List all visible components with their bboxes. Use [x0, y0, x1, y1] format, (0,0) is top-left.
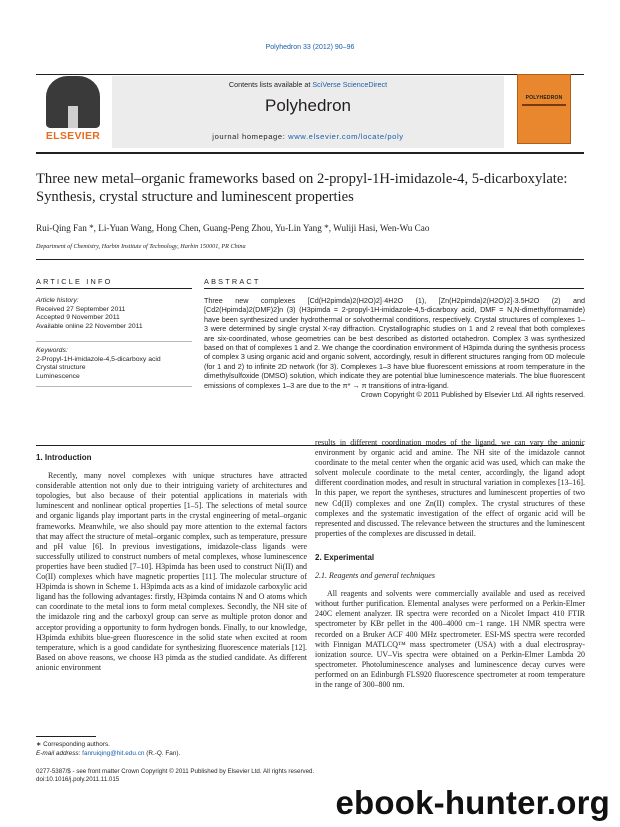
keyword-item: Crystal structure	[36, 364, 86, 372]
contents-prefix: Contents lists available at	[228, 80, 313, 89]
tree-trunk-icon	[68, 106, 78, 128]
introduction-heading: 1. Introduction	[36, 453, 92, 462]
reagents-subheading: 2.1. Reagents and general techniques	[315, 571, 435, 581]
keyword-item: Luminescence	[36, 372, 80, 380]
journal-title: Polyhedron	[264, 96, 351, 115]
experimental-heading: 2. Experimental	[315, 552, 375, 562]
email-link[interactable]: fanruiqing@hit.edu.cn	[82, 749, 145, 757]
abstract-body	[204, 296, 585, 399]
keywords-block	[36, 347, 196, 381]
keywords-rule	[36, 386, 192, 387]
issn-line: 0277-5387/$ - see front matter Crown Copyright © 2011 Published by Elsevier Ltd. All rights reserved.	[36, 768, 315, 775]
received-date: Received 27 September 2011	[36, 305, 126, 313]
keywords-label: Keywords:	[36, 347, 68, 354]
abstract-heading: ABSTRACT	[204, 277, 261, 286]
article-info-heading: ARTICLE INFO	[36, 277, 113, 286]
affiliation-rule	[36, 259, 584, 260]
sciencedirect-link[interactable]: SciVerse ScienceDirect	[312, 80, 388, 89]
publisher-name: ELSEVIER	[45, 130, 101, 142]
copyright-line: Crown Copyright © 2011 Published by Elsevier Ltd. All rights reserved.	[360, 390, 585, 400]
accepted-date: Accepted 9 November 2011	[36, 314, 120, 322]
watermark: ebook-hunter.org	[335, 784, 610, 821]
top-rule	[36, 74, 584, 75]
email-label: E-mail address:	[36, 749, 83, 757]
article-history	[36, 297, 196, 331]
elsevier-logo	[40, 76, 106, 146]
cover-title: POLYHEDRON	[525, 95, 563, 101]
cover-band	[522, 104, 566, 106]
abstract-paragraph: Three new complexes [Cd(H2pimda)2(H2O)2]·4H2O (1), [Zn(H2pimda)2(H2O)2]·3.5H2O (2) and [Cd2(Hpimda)2(DMF)2]n (3) (H3pimda = 2-propyl-1H-imidazole-4,5-dicarboxy acid, DMF = N,N-dimethylformamide) have been synthesized under hydrothermal or solvothermal conditions, respectively. Crystal structures of complexes 1–3 were determined by single crystal X-ray diffraction. Crystallographic studies on 1 and 2 reveal that both complexes are six-coordinated, whose geometries can be best described as distorted octahedron. Complex 3 was synthesized based on that of complexes 1 and 2. We change the coordination environment of H3pimda during the synthesis process of complex 3 using organic acid and organic solvent, accordingly, result in different structures ranging from 0D molecule (for 1 and 2) to infinite 2D network (for 3). Complexes 1–3 have blue fluorescent emissions at room temperature in the dimethylsulfoxide (DMSO) solution, which indicate they are potential blue luminescence materials. The blue fluorescent emissions of complexes 1–3 are due to the π* → π transitions of intra-ligand.	[204, 296, 585, 390]
doi-line[interactable]: doi:10.1016/j.poly.2011.11.015	[36, 776, 120, 784]
footnote-rule	[36, 736, 96, 737]
email-line	[36, 750, 307, 759]
introduction-paragraph: Recently, many novel complexes with unique structures have attracted considerable attention not only due to their intriguing variety of architectures and topologies, but also because of their potential applications in materials with luminescent and nonlinear optical properties [1–5]. The selections of metal source and organic ligands play important parts in the crystal engineering of metal–organic frameworks. Meanwhile, we also should pay more attention to the external factors that may affect the structure of metal–organic complex, such as temperature, pressure and pH value [6]. In previous investigations, imidazole-class ligands were successfully utilized to construct numbers of metal complexes, whose luminescence properties have been studied [7–10]. H3pimda has been used to construct Ni(II) and Co(II) complexes which have magnetic properties [11]. The molecular structure of H3pimda is shown in Scheme 1. H3pimda acts as a kind of imidazole carboxylic acid ligand has the following advantages: firstly, H3pimda contains N and O atoms which can coordinate to the metal ions to form metal complexes. Secondly, the NH site of the imidazole ring and the carboxyl group can serve as multiple proton donor and acceptor providing a opportunity to form hydrogen bonds. Finally, to our knowledge, H3pimda exhibits blue-green fluorescence in the solid state when excited at room temperature, which is a good candidate for synthesizing fluorescence materials [12]. Based on above reasons, we choose H3 pimda as the studied candidate. As different anionic environment	[36, 471, 307, 672]
introduction-continuation: results in different coordination modes of the ligand, we can vary the anionic environment by organic acid and amine. The NH site of the imidazole cannot coordinate to the metal center when the organic acid was used, which can make the solvent molecule coordinate to the metal center, accordingly, the ligand adopt different coordination modes, and result in structural variation in complexes [13–16]. In this paper, we report the syntheses, structures and luminescent properties of two new Cd(II) complexes and one Zn(II) complex. The crystal structures of these complexes and the systematic investigation of the effect of organic acid will be represented and discussed. The relevance between the structures and the luminescent properties of the complexes are discussed in detail.	[315, 438, 585, 538]
abstract-rule	[204, 288, 584, 289]
corresponding-note: ∗ Corresponding authors.	[36, 741, 110, 748]
experimental-paragraph: All reagents and solvents were commercially available and used as received without further purification. Elemental analyses were performed on a Perkin-Elmer 240C element analyzer. IR spectra were recorded on a Nicolet Impact 410 FTIR spectrometer by KBr pellet in the 400–4000 cm−1 range. 1H NMR spectra were recorded on a Bruker ACF 400 MHz spectrometer. ESI-MS spectra were recorded with Finnigan MATLCQ™ mass spectrometer (USA) with a dual electrospray-ionization source. UV–Vis spectra were obtained on a Perkin-Elmer Lambda 20 spectrometer. Photoluminescence analyses and luminescence decay curves were performed on an Edinburgh FLS920 fluorescence spectrometer at room temperature in the range of 300–800 nm.	[315, 589, 585, 689]
article-authors: Rui-Qing Fan *, Li-Yuan Wang, Hong Chen, Guang-Peng Zhou, Yu-Lin Yang *, Wuliji Hasi, Wen-Wu Cao	[36, 223, 430, 233]
journal-homepage	[112, 132, 504, 141]
page-footer	[36, 768, 584, 784]
email-suffix: (R.-Q. Fan).	[144, 749, 181, 757]
online-date: Available online 22 November 2011	[36, 322, 143, 330]
left-column	[36, 453, 307, 673]
footnote	[36, 741, 307, 758]
right-column	[315, 438, 585, 690]
header-rule	[36, 152, 584, 154]
journal-reference[interactable]: Polyhedron 33 (2012) 90–96	[265, 44, 355, 51]
history-label: Article history:	[36, 297, 79, 304]
article-info-rule	[36, 288, 192, 289]
journal-cover-image	[517, 74, 571, 144]
article-title: Three new metal–organic frameworks based on 2-propyl-1H-imidazole-4, 5-dicarboxylate: Synthesis, crystal structure and luminescent properties	[36, 171, 568, 205]
author-affiliation: Department of Chemistry, Harbin Institute of Technology, Harbin 150001, PR China	[36, 243, 246, 250]
homepage-prefix: journal homepage:	[212, 132, 289, 141]
history-rule	[36, 341, 192, 342]
homepage-link[interactable]: www.elsevier.com/locate/poly	[288, 132, 404, 141]
contents-line	[112, 80, 504, 89]
keyword-item: 2-Propyl-1H-imidazole-4,5-dicarboxy acid	[36, 355, 161, 363]
